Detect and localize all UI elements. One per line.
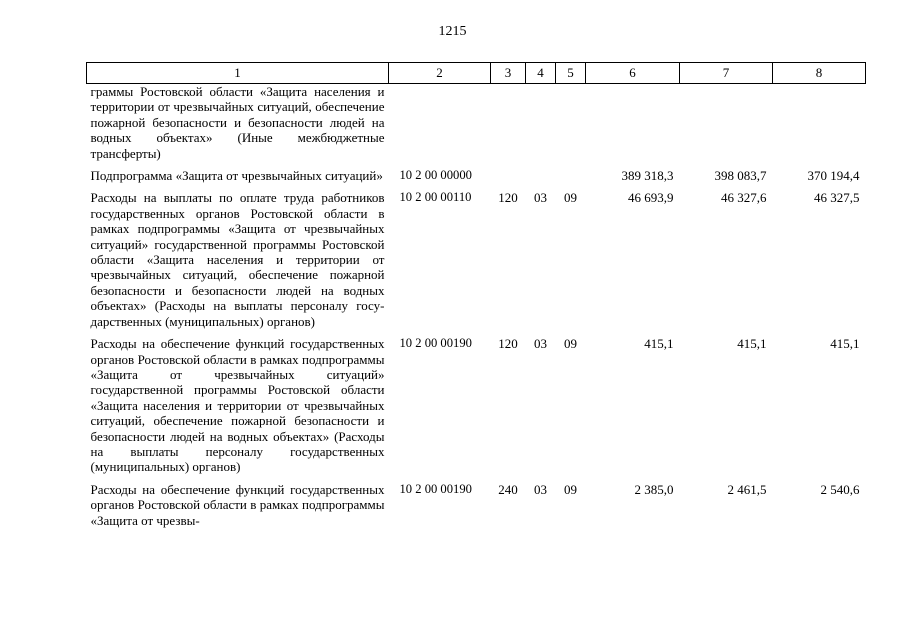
row-name: Расходы на обеспечение функций государственных органов Ростовской области в рамках подпрограммы «Защита от чрезвы- (90, 481, 385, 528)
header-col-6: 6 (586, 63, 680, 84)
header-col-2: 2 (389, 63, 491, 84)
budget-table (86, 62, 866, 535)
row-section: 03 (534, 190, 547, 206)
row-amount-1 (586, 84, 680, 169)
row-amount-2 (680, 84, 773, 169)
table-row (87, 482, 866, 535)
row-amount-1: 2 385,0 (634, 481, 674, 497)
header-col-5: 5 (556, 63, 586, 84)
row-code: 10 2 00 00190 (399, 336, 472, 351)
table-row (87, 168, 866, 190)
row-code: 10 2 00 00000 (399, 168, 472, 183)
row-expense-type (491, 168, 526, 190)
row-subsection: 09 (564, 481, 577, 497)
row-amount-3: 415,1 (830, 336, 860, 352)
table-row (87, 190, 866, 336)
row-amount-3: 46 327,5 (814, 190, 860, 206)
row-amount-2: 2 461,5 (727, 481, 767, 497)
row-section (526, 84, 556, 169)
row-amount-1: 389 318,3 (621, 168, 674, 184)
header-col-3: 3 (491, 63, 526, 84)
table-row (87, 336, 866, 482)
row-code (389, 84, 491, 169)
row-expense-type: 240 (498, 481, 518, 497)
row-amount-1: 46 693,9 (628, 190, 674, 206)
row-amount-3: 2 540,6 (820, 481, 860, 497)
row-expense-type: 120 (498, 336, 518, 352)
row-name: Расходы на выплаты по оплате труда работников государственных органов Ростовской области в рамках подпрограммы «Защита от чрезвычайных ситуаций» государственной программы Ростовской области «Защита населения и территории от чрезвычайных ситуаций, обеспечение пожарной безопасности и безопасности людей на водных объектах» (Расходы на выплаты персоналу государственных (муниципальных) органов) (90, 190, 385, 329)
row-amount-1: 415,1 (644, 336, 674, 352)
header-col-8: 8 (773, 63, 866, 84)
table-row (87, 84, 866, 169)
row-section: 03 (534, 336, 547, 352)
row-expense-type: 120 (498, 190, 518, 206)
header-col-7: 7 (680, 63, 773, 84)
row-code: 10 2 00 00110 (399, 190, 472, 205)
header-col-1: 1 (87, 63, 389, 84)
row-amount-3: 370 194,4 (807, 168, 860, 184)
row-name: Подпрограмма «Защита от чрезвычайных ситуаций» (90, 168, 383, 184)
row-amount-2: 415,1 (737, 336, 767, 352)
header-col-4: 4 (526, 63, 556, 84)
row-subsection: 09 (564, 190, 577, 206)
row-code: 10 2 00 00190 (399, 481, 472, 496)
row-expense-type (491, 84, 526, 169)
row-subsection: 09 (564, 336, 577, 352)
row-name: граммы Ростовской области «Защита населения и территории от чрезвычайных ситуаций, обеспечение пожарной безопасности и безопасности людей на водных объектах» (Иные межбюджетные трансферты) (90, 84, 385, 161)
row-section (526, 168, 556, 190)
row-amount-2: 46 327,6 (721, 190, 767, 206)
row-section: 03 (534, 481, 547, 497)
row-amount-3 (773, 84, 866, 169)
header-row (87, 63, 866, 84)
row-amount-2: 398 083,7 (714, 168, 767, 184)
row-subsection (556, 84, 586, 169)
row-subsection (556, 168, 586, 190)
row-name: Расходы на обеспечение функций государственных органов Ростовской области в рамках подпрограммы «Защита от чрезвычайных ситуаций» государственной программы Ростовской области «Защита населения и территории от чрезвычайных ситуаций, обеспечение пожарной безопасности и безопасности людей на водных объектах» (Расходы на выплаты персоналу государственных (муниципальных) органов) (90, 336, 385, 475)
page-number: 1215 (438, 24, 467, 39)
